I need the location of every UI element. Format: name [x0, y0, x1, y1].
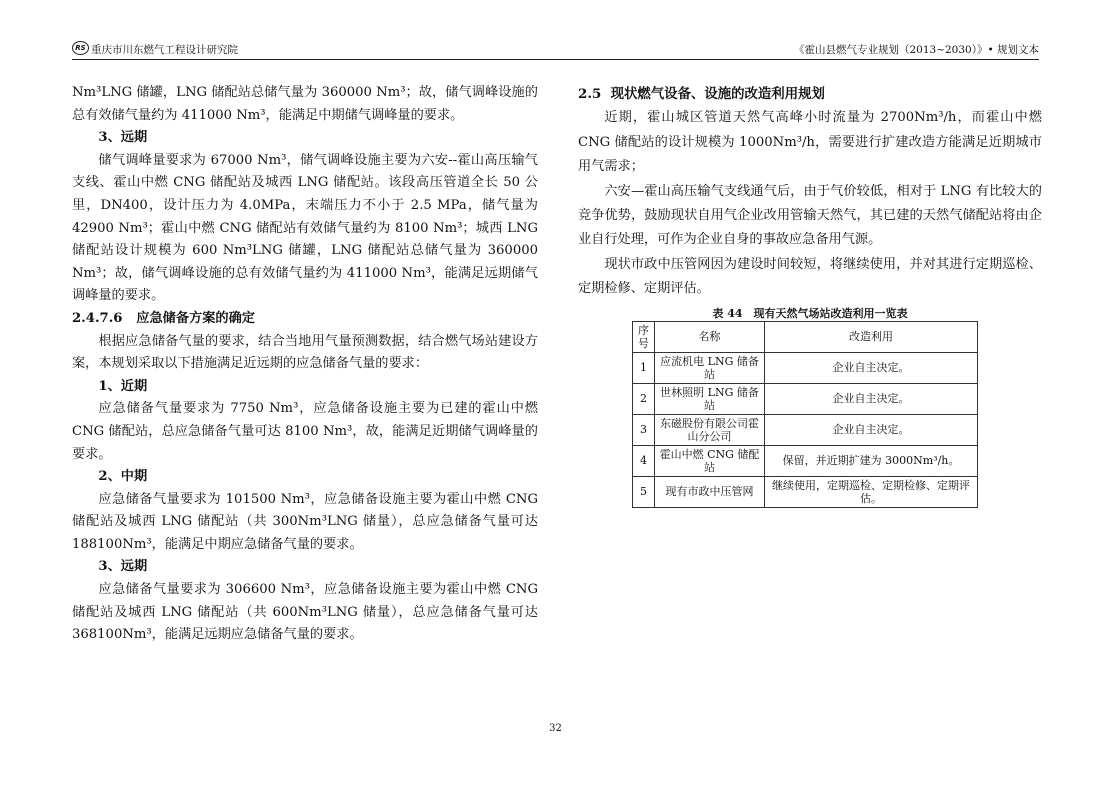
cell-plan: 继续使用，定期巡检、定期检修、定期评估。 — [765, 476, 978, 507]
header-doc-title: 《霍山县燃气专业规划（2013~2030）》• 规划文本 — [793, 44, 1039, 56]
cell-name: 现有市政中压管网 — [655, 476, 765, 507]
paragraph: Nm³LNG 储罐，LNG 储配站总储气量为 360000 Nm³；故，储气调峰设施的总有效储气量约为 411000 Nm³，能满足中期储气调峰量的要求。 — [72, 85, 538, 123]
cell-plan: 企业自主决定。 — [765, 352, 978, 383]
page-number: 32 — [549, 723, 562, 734]
table-title: 表 44 现有天然气场站改造利用一览表 — [712, 306, 908, 320]
section-heading — [72, 308, 538, 331]
table-header-row — [633, 321, 978, 352]
stations-table — [632, 321, 978, 508]
cell-name: 东磁股份有限公司霍山分公司 — [655, 414, 765, 445]
paragraph: 储气调峰量要求为 67000 Nm³，储气调峰设施主要为六安--霍山高压输气支线、霍山中燃 CNG 储配站及城西 LNG 储配站。该段高压管道全长 50 公里，DN400，设计压力为 4.0MPa，末端压力不小于 2.5 MPa，储气量为 42900 Nm³；霍山中燃 CNG 储配站有效储气量约为 8100 Nm³；城西 LNG 储配站设计规模为 600 Nm³LNG 储罐，LNG 储配站总储气量为 360000 Nm³；故，储气调峰设施的总有效储气量约为 411000 Nm³，能满足远期储气调峰量的要求。 — [72, 152, 538, 304]
cell-name: 应流机电 LNG 储备站 — [655, 352, 765, 383]
cell-index: 4 — [633, 445, 655, 476]
table-row — [633, 352, 978, 383]
cell-name: 霍山中燃 CNG 储配站 — [655, 445, 765, 476]
page-header — [72, 41, 1039, 60]
right-column — [578, 82, 1042, 508]
left-column — [72, 82, 538, 647]
cell-index: 1 — [633, 352, 655, 383]
col-header-plan: 改造利用 — [765, 321, 978, 352]
paragraph: 根据应急储备气量的要求，结合当地用气量预测数据，结合燃气场站建设方案，本规划采取以下措施满足近远期的应急储备气量的要求： — [72, 333, 538, 372]
table-row — [633, 476, 978, 507]
subheading-near-term: 1、近期 — [98, 378, 148, 394]
cell-plan: 企业自主决定。 — [765, 383, 978, 414]
paragraph: 现状市政中压管网因为建设时间较短，将继续使用，并对其进行定期巡检、定期检修、定期评估。 — [578, 256, 1042, 297]
table-row — [633, 445, 978, 476]
cell-name: 世林照明 LNG 储备站 — [655, 383, 765, 414]
col-header-index: 序号 — [633, 321, 655, 352]
cell-index: 5 — [633, 476, 655, 507]
subheading-far-term: 3、远期 — [98, 130, 148, 146]
paragraph: 应急储备气量要求为 306600 Nm³，应急储备设施主要为霍山中燃 CNG 储配站及城西 LNG 储配站（共 600Nm³LNG 储量），总应急储备气量可达 368100Nm³，能满足远期应急储备气量的要求。 — [72, 582, 538, 643]
paragraph: 应急储备气量要求为 7750 Nm³，应急储备设施主要为已建的霍山中燃 CNG 储配站，总应急储备气量可达 8100 Nm³，故，能满足近期储气调峰量的要求。 — [72, 401, 538, 462]
paragraph: 应急储备气量要求为 101500 Nm³，应急储备设施主要为霍山中燃 CNG 储配站及城西 LNG 储配站（共 300Nm³LNG 储量），总应急储备气量可达 188100Nm³，能满足中期应急储备气量的要求。 — [72, 491, 538, 552]
subheading-mid-term: 2、中期 — [98, 469, 148, 485]
section-title: 现状燃气设备、设施的改造利用规划 — [610, 86, 825, 102]
table-row — [633, 414, 978, 445]
header-org: 重庆市川东燃气工程设计研究院 — [91, 44, 238, 56]
rs-logo: RS — [72, 41, 89, 55]
table-row — [633, 383, 978, 414]
paragraph: 近期，霍山城区管道天然气高峰小时流量为 2700Nm³/h，而霍山中燃 CNG 储配站的设计规模为 1000Nm³/h，需要进行扩建改造方能满足近期城市用气需求； — [578, 110, 1042, 175]
section-number: 2.4.7.6 — [72, 310, 123, 326]
section-number: 2.5 — [578, 86, 602, 102]
col-header-name: 名称 — [655, 321, 765, 352]
cell-plan: 保留，并近期扩建为 3000Nm³/h。 — [765, 445, 978, 476]
cell-index: 3 — [633, 414, 655, 445]
section-title: 应急储备方案的确定 — [136, 310, 255, 326]
subheading-far-term: 3、远期 — [98, 559, 148, 575]
paragraph: 六安—霍山高压输气支线通气后，由于气价较低，相对于 LNG 有比较大的竞争优势，鼓励现状自用气企业改用管输天然气，其已建的天然气储配站将由企业自行处理，可作为企业自身的事故应急备用气源。 — [578, 183, 1042, 248]
cell-index: 2 — [633, 383, 655, 414]
section-heading — [578, 82, 1042, 106]
cell-plan: 企业自主决定。 — [765, 414, 978, 445]
